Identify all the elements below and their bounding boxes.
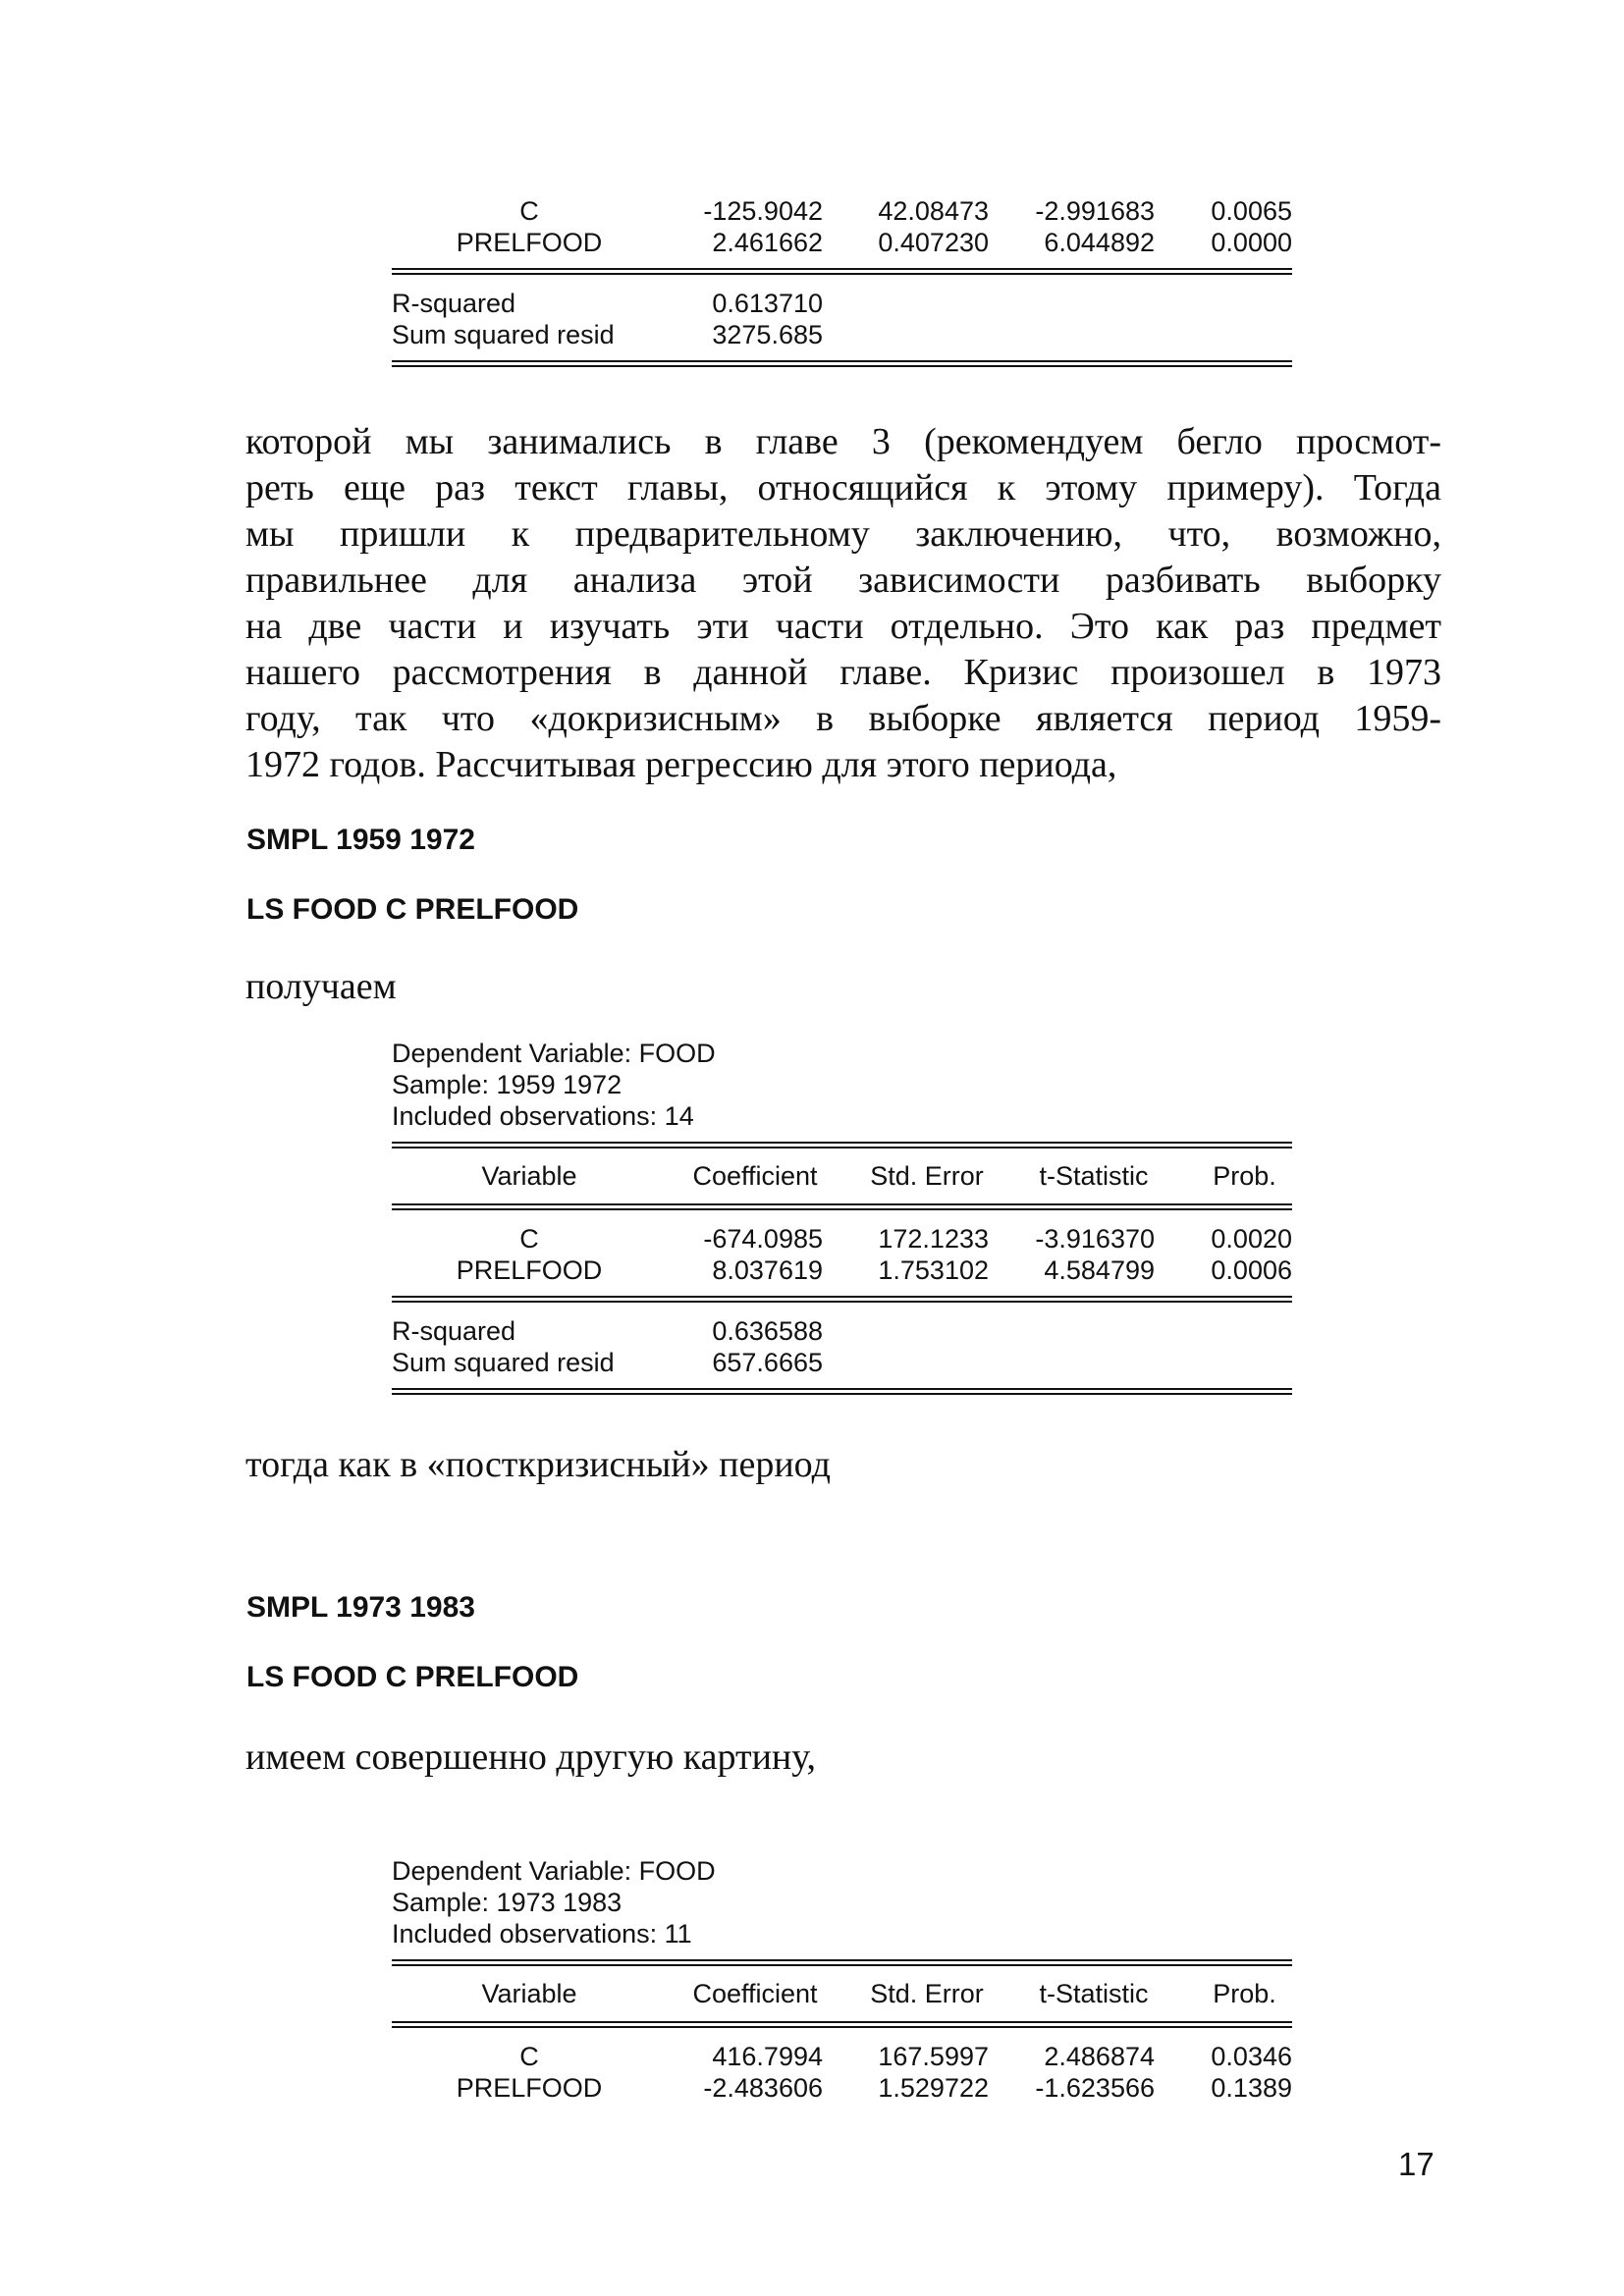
header-prob: Prob.: [1213, 1161, 1276, 1191]
table-meta: [392, 1038, 1292, 1132]
table-divider: [392, 1296, 1292, 1303]
body-paragraph: [245, 419, 1441, 788]
paragraph-line: мы пришли к предварительному заключению, что, возможно,: [245, 513, 1441, 555]
stat-value: 3275.685: [712, 320, 823, 349]
t-statistic-cell: -3.916370: [1035, 1224, 1155, 1254]
stat-label: Sum squared resid: [392, 320, 615, 349]
table-header: [392, 1160, 1292, 1192]
table-divider: [392, 268, 1292, 275]
header-std-error: Std. Error: [870, 1161, 984, 1191]
std-error-cell: 172.1233: [878, 1224, 989, 1254]
command-smpl: SMPL 1959 1972: [246, 824, 475, 856]
stat-value: 657.6665: [712, 1348, 823, 1377]
table-meta: [392, 1855, 1292, 1949]
std-error-cell: 42.08473: [878, 196, 989, 226]
regression-table-continued: [392, 195, 1292, 367]
sample-range: Sample: 1973 1983: [392, 1888, 623, 1917]
table-header: [392, 1978, 1292, 2009]
paragraph-line: реть еще раз текст главы, относящийся к этому примеру). Тогда: [245, 467, 1441, 508]
command-smpl: SMPL 1973 1983: [246, 1591, 475, 1624]
table-divider: [392, 1142, 1292, 1148]
t-statistic-cell: -2.991683: [1035, 196, 1155, 226]
dependent-variable: Dependent Variable: FOOD: [392, 1856, 716, 1886]
included-observations: Included observations: 14: [392, 1101, 694, 1131]
stat-label: R-squared: [392, 289, 516, 318]
prob-cell: 0.0020: [1211, 1224, 1292, 1254]
text-line: получаем: [245, 966, 397, 1007]
header-coefficient: Coefficient: [692, 1979, 818, 2008]
variable-cell: C: [519, 1224, 539, 1254]
header-t-statistic: t-Statistic: [1039, 1161, 1149, 1191]
paragraph-line: правильнее для анализа этой зависимости разбивать выборку: [245, 560, 1441, 601]
coefficient-cell: -125.9042: [703, 196, 823, 226]
table-row: [392, 195, 1292, 227]
table-row: [392, 2041, 1292, 2072]
dependent-variable: Dependent Variable: FOOD: [392, 1039, 716, 1068]
coefficient-cell: -2.483606: [703, 2073, 823, 2103]
table-row: [392, 1223, 1292, 1255]
prob-cell: 0.0006: [1211, 1255, 1292, 1285]
stat-label: R-squared: [392, 1316, 516, 1346]
table-divider: [392, 1388, 1292, 1395]
std-error-cell: 167.5997: [878, 2042, 989, 2071]
command-ls: LS FOOD C PRELFOOD: [246, 1661, 579, 1693]
coefficient-cell: 2.461662: [712, 228, 823, 257]
text-line: имеем совершенно другую картину,: [245, 1736, 816, 1778]
table-divider: [392, 1959, 1292, 1966]
stat-row: [392, 288, 1292, 319]
coefficient-cell: 416.7994: [712, 2042, 823, 2071]
regression-table-1959-1972: [392, 1038, 1292, 1395]
header-variable: Variable: [481, 1979, 577, 2008]
header-t-statistic: t-Statistic: [1039, 1979, 1149, 2008]
page-number: 17: [1398, 2146, 1435, 2182]
variable-cell: C: [519, 2042, 539, 2071]
sample-range: Sample: 1959 1972: [392, 1070, 623, 1099]
paragraph-line: 1972 годов. Рассчитывая регрессию для этого периода,: [245, 744, 1117, 785]
table-row: [392, 2072, 1292, 2104]
stat-row: [392, 1347, 1292, 1378]
table-divider: [392, 360, 1292, 367]
paragraph-line: на две части и изучать эти части отдельно. Это как раз предмет: [245, 606, 1441, 647]
t-statistic-cell: 2.486874: [1044, 2042, 1155, 2071]
header-prob: Prob.: [1213, 1979, 1276, 2008]
prob-cell: 0.0000: [1211, 228, 1292, 257]
table-row: [392, 227, 1292, 258]
coefficient-cell: -674.0985: [703, 1224, 823, 1254]
t-statistic-cell: 4.584799: [1044, 1255, 1155, 1285]
header-coefficient: Coefficient: [692, 1161, 818, 1191]
variable-cell: PRELFOOD: [456, 1255, 603, 1285]
variable-cell: PRELFOOD: [456, 228, 603, 257]
variable-cell: C: [519, 196, 539, 226]
paragraph-line: году, так что «докризисным» в выборке является период 1959-: [245, 698, 1441, 739]
stat-value: 0.613710: [712, 289, 823, 318]
included-observations: Included observations: 11: [392, 1919, 692, 1949]
prob-cell: 0.0065: [1211, 196, 1292, 226]
coefficient-cell: 8.037619: [712, 1255, 823, 1285]
paragraph-line: нашего рассмотрения в данной главе. Кризис произошел в 1973: [245, 652, 1441, 693]
table-divider: [392, 2021, 1292, 2028]
stat-value: 0.636588: [712, 1316, 823, 1346]
stat-row: [392, 319, 1292, 350]
paragraph-line: которой мы занимались в главе 3 (рекомендуем бегло просмот-: [245, 421, 1441, 462]
header-std-error: Std. Error: [870, 1979, 984, 2008]
table-row: [392, 1255, 1292, 1286]
variable-cell: PRELFOOD: [456, 2073, 603, 2103]
std-error-cell: 0.407230: [878, 228, 989, 257]
stat-label: Sum squared resid: [392, 1348, 615, 1377]
regression-table-1973-1983: [392, 1855, 1292, 2104]
command-ls: LS FOOD C PRELFOOD: [246, 893, 579, 926]
std-error-cell: 1.529722: [878, 2073, 989, 2103]
stat-row: [392, 1315, 1292, 1347]
table-divider: [392, 1203, 1292, 1210]
std-error-cell: 1.753102: [878, 1255, 989, 1285]
t-statistic-cell: -1.623566: [1035, 2073, 1155, 2103]
prob-cell: 0.0346: [1211, 2042, 1292, 2071]
t-statistic-cell: 6.044892: [1044, 228, 1155, 257]
text-line: тогда как в «посткризисный» период: [245, 1444, 831, 1485]
header-variable: Variable: [481, 1161, 577, 1191]
prob-cell: 0.1389: [1211, 2073, 1292, 2103]
